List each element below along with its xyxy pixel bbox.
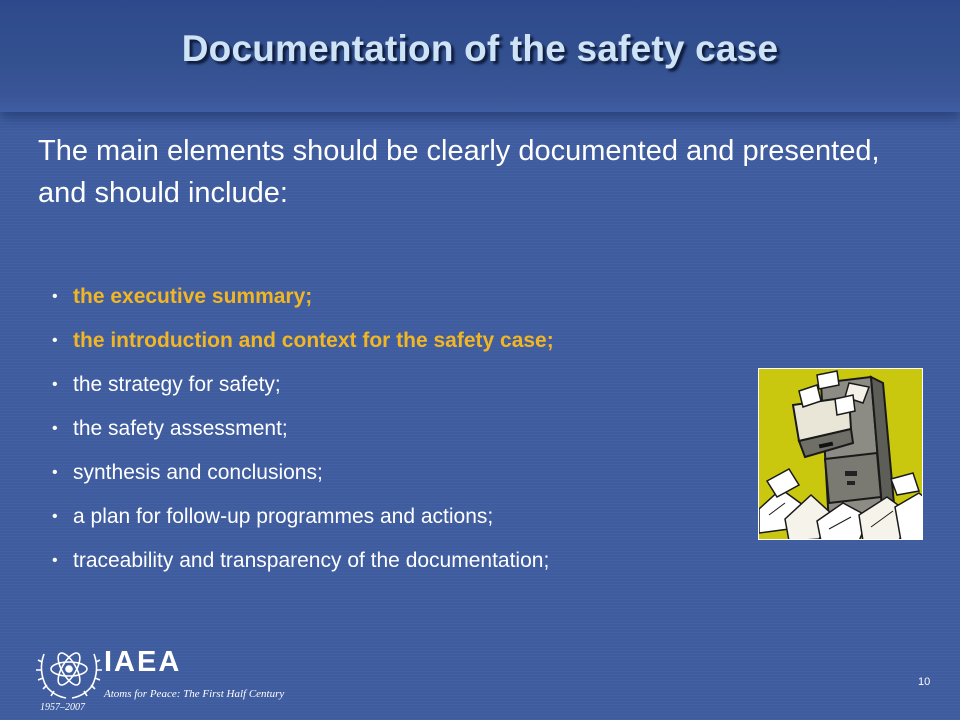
bullet-list (52, 280, 812, 588)
bullet-item (52, 544, 812, 588)
bullet-item (52, 456, 812, 500)
bullet-text: the safety assessment; (73, 417, 288, 440)
bullet-text: traceability and transparency of the documentation; (73, 549, 550, 572)
bullet-dot-icon: • (52, 552, 58, 569)
bullet-text: the introduction and context for the safety case; (73, 329, 554, 352)
slide-title: Documentation of the safety case (181, 28, 779, 69)
bullet-dot-icon: • (52, 376, 58, 393)
un-wreath-atom-icon (36, 640, 102, 702)
bullet-text: the executive summary; (73, 285, 313, 308)
iaea-logo-text: IAEA (104, 646, 182, 678)
bullet-item (52, 412, 812, 456)
bullet-item (52, 368, 812, 412)
iaea-logo (36, 640, 296, 712)
page-number: 10 (918, 676, 931, 688)
bullet-dot-icon: • (52, 288, 58, 305)
bullet-dot-icon: • (52, 420, 58, 437)
bullet-item (52, 324, 812, 368)
logo-tagline: Atoms for Peace: The First Half Century (104, 688, 285, 700)
bullet-item (52, 500, 812, 544)
bullet-text: the strategy for safety; (73, 373, 281, 396)
bullet-item (52, 280, 812, 324)
bullet-text: a plan for follow-up programmes and actions; (73, 505, 494, 528)
bullet-text: synthesis and conclusions; (73, 461, 323, 484)
bullet-dot-icon: • (52, 332, 58, 349)
intro-text: The main elements should be clearly documented and presented, and should include: (38, 135, 880, 209)
bullet-dot-icon: • (52, 464, 58, 481)
logo-years: 1957–2007 (40, 702, 85, 713)
filing-cabinet-illustration (758, 368, 923, 540)
title-bar (0, 0, 960, 112)
filing-cabinet-icon (759, 369, 923, 540)
bullet-dot-icon: • (52, 508, 58, 525)
